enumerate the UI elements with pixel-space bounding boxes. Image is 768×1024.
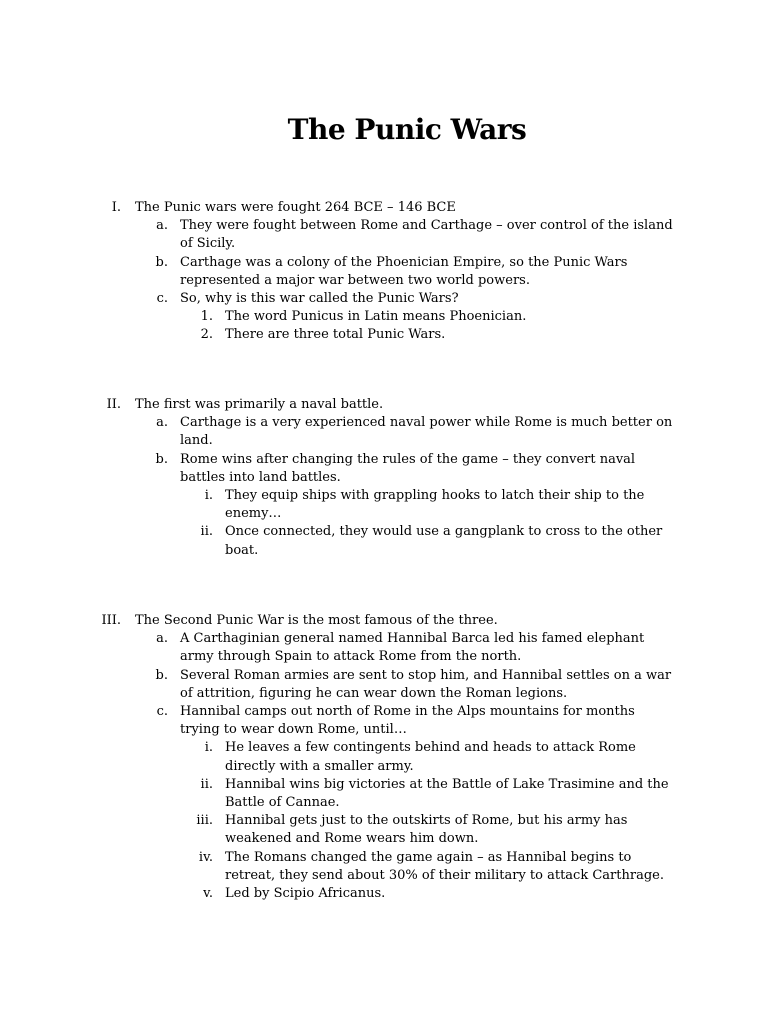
subitem-text: They equip ships with grappling hooks to latch their ship to the (225, 488, 645, 503)
subitem-text: Battle of Cannae. (225, 795, 340, 810)
subitem-text: Led by Scipio Africanus. (225, 886, 386, 901)
subitem-text: Hannibal wins big victories at the Battle of Lake Trasimine and the (225, 776, 669, 792)
subitem-text: boat. (225, 542, 259, 558)
subitem-marker: v. (203, 886, 213, 901)
item-text: A Carthaginian general named Hannibal Barca led his famed elephant (180, 631, 645, 647)
subitem-text: Once connected, they would use a gangplank to cross to the other (225, 524, 663, 540)
item-text: So, why is this war called the Punic Wars? (180, 291, 459, 306)
item-marker: c. (156, 291, 168, 306)
subitem-text: weakened and Rome wears him down. (225, 831, 479, 847)
section-heading: The first was primarily a naval battle. (135, 397, 384, 412)
section-numeral: III. (101, 613, 121, 628)
subitem-marker: i. (204, 740, 213, 756)
subitem-marker: iv. (198, 849, 213, 865)
subitem-text: The Romans changed the game again – as Hannibal begins to (225, 849, 632, 865)
item-text: They were fought between Rome and Carthage – over control of the island (180, 218, 673, 234)
item-marker: b. (155, 254, 168, 270)
section-numeral: II. (106, 397, 121, 412)
item-marker: a. (156, 218, 168, 234)
item-marker: b. (155, 667, 168, 683)
subitem-marker: iii. (196, 813, 213, 829)
item-text: Hannibal camps out north of Rome in the Alps mountains for months (180, 704, 635, 719)
item-text: Carthage was a colony of the Phoenician Empire, so the Punic Wars (180, 254, 628, 270)
subitem-text: There are three total Punic Wars. (225, 327, 446, 343)
subitem-text: directly with a smaller army. (225, 758, 414, 774)
item-text: Carthage is a very experienced naval power while Rome is much better on (180, 415, 673, 431)
subitem-marker: ii. (200, 776, 213, 792)
item-marker: a. (156, 415, 168, 431)
subitem-marker: 2. (200, 327, 213, 343)
item-text: battles into land battles. (180, 469, 341, 485)
section-heading: The Punic wars were fought 264 BCE – 146 BCE (135, 200, 456, 215)
subitem-text: retreat, they send about 30% of their military to attack Carthrage. (225, 867, 664, 883)
subitem-marker: ii. (200, 524, 213, 540)
subitem-text: The word Punicus in Latin means Phoenician. (225, 309, 527, 325)
section-numeral: I. (111, 200, 121, 215)
item-marker: b. (155, 451, 168, 467)
item-marker: c. (156, 704, 168, 719)
item-text: army through Spain to attack Rome from the north. (180, 649, 522, 665)
document-title: The Punic Wars (287, 113, 527, 146)
item-text: land. (180, 433, 213, 449)
subitem-marker: i. (204, 488, 213, 503)
subitem-marker: 1. (200, 309, 213, 325)
item-text: trying to wear down Rome, until… (180, 722, 407, 738)
subitem-text: He leaves a few contingents behind and heads to attack Rome (225, 740, 636, 756)
subitem-text: enemy… (225, 506, 282, 522)
section-heading: The Second Punic War is the most famous of the three. (135, 613, 498, 628)
item-text: Several Roman armies are sent to stop him, and Hannibal settles on a war (180, 667, 672, 683)
subitem-text: Hannibal gets just to the outskirts of Rome, but his army has (225, 813, 628, 829)
item-text: represented a major war between two world powers. (180, 272, 530, 288)
item-text: of attrition, figuring he can wear down the Roman legions. (180, 685, 568, 701)
item-text: Rome wins after changing the rules of the game – they convert naval (180, 451, 636, 467)
item-text: of Sicily. (180, 236, 236, 252)
item-marker: a. (156, 631, 168, 647)
